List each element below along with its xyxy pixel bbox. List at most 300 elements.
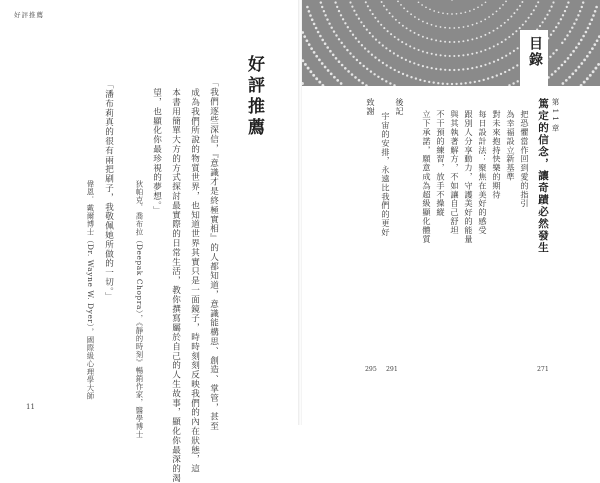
decorative-dot: [358, 79, 361, 82]
decorative-dot: [444, 55, 446, 57]
decorative-dot: [571, 73, 574, 76]
decorative-dot: [471, 53, 473, 55]
decorative-dot: [355, 14, 357, 16]
decorative-dot: [394, 36, 396, 38]
decorative-dot: [313, 51, 316, 54]
decorative-dot: [582, 1, 584, 3]
decorative-dot: [415, 77, 417, 79]
decorative-dot: [390, 33, 392, 35]
decorative-dot: [330, 73, 333, 76]
decorative-dot: [462, 54, 464, 56]
decorative-dot: [371, 54, 373, 56]
decorative-dot: [512, 33, 514, 35]
decorative-dot: [480, 21, 482, 23]
decorative-dot: [431, 53, 433, 55]
decorative-dot: [402, 73, 404, 75]
decorative-dot: [516, 64, 518, 66]
decorative-dot: [342, 18, 344, 20]
decorative-dot: [397, 39, 399, 41]
decorative-dot: [516, 9, 518, 11]
decorative-dot: [369, 9, 371, 11]
decorative-dot: [460, 12, 462, 14]
decorative-dot: [389, 50, 391, 52]
chapter-title: 篤定的信念，讓奇蹟必然發生: [537, 98, 549, 254]
decorative-dot: [589, 74, 592, 77]
decorative-dot: [431, 38, 433, 40]
decorative-dot: [500, 73, 502, 75]
decorative-dot: [592, 14, 595, 17]
decorative-dot: [349, 30, 351, 32]
decorative-dot: [433, 10, 435, 12]
decorative-dot: [422, 21, 424, 23]
decorative-dot: [381, 1, 383, 3]
decorative-dot: [462, 68, 464, 70]
decorative-dot: [476, 22, 478, 24]
quote-attribution: 偉恩．戴爾博士（Dr. Wayne W. Dyer），國際級心理學大師: [86, 180, 95, 400]
decorative-dot: [349, 52, 351, 54]
decorative-dot: [340, 42, 342, 44]
decorative-dot: [444, 69, 446, 71]
decorative-dot: [551, 73, 554, 76]
decorative-dot: [422, 50, 424, 52]
decorative-dot: [489, 47, 491, 49]
decorative-dot: [487, 77, 489, 79]
decorative-dot: [418, 49, 420, 51]
decorative-dot: [440, 68, 442, 70]
decorative-dot: [400, 4, 402, 6]
decorative-dot: [496, 74, 498, 76]
decorative-dot: [435, 54, 437, 56]
decorative-dot: [321, 6, 323, 8]
decorative-dot: [367, 5, 369, 7]
decorative-dot: [329, 50, 332, 53]
decorative-dot: [471, 67, 473, 69]
decorative-dot: [493, 61, 495, 63]
decorative-dot: [593, 43, 596, 46]
decorative-dot: [394, 69, 396, 71]
page-number: 11: [26, 403, 35, 411]
toc-page-number: 291: [386, 366, 398, 373]
decorative-dot: [497, 43, 499, 45]
decorative-dot: [410, 76, 412, 78]
toc-item-afterword-label: 後記: [395, 98, 405, 116]
decorative-dot: [366, 68, 368, 70]
decorative-dot: [472, 24, 474, 26]
decorative-dot: [356, 59, 358, 61]
decorative-dot: [336, 6, 338, 8]
toc-item: 與其執著解方，不如讓自己舒坦: [450, 110, 460, 235]
decorative-dot: [484, 49, 486, 51]
decorative-dot: [422, 36, 424, 38]
decorative-dot: [315, 27, 318, 30]
decorative-dot: [549, 10, 551, 12]
decorative-dot: [304, 63, 307, 66]
decorative-dot: [451, 13, 453, 15]
decorative-dot: [433, 81, 435, 83]
decorative-dot: [401, 41, 403, 43]
decorative-dot: [537, 1, 539, 3]
decorative-dot: [458, 41, 460, 43]
decorative-dot: [462, 40, 464, 42]
decorative-dot: [306, 6, 309, 9]
decorative-dot: [488, 16, 490, 18]
toc-title: 目錄: [527, 36, 543, 68]
decorative-dot: [512, 67, 514, 69]
decorative-dot: [442, 12, 444, 14]
decorative-dot: [552, 30, 554, 32]
decorative-dot: [458, 55, 460, 57]
decorative-dot: [335, 34, 337, 36]
decorative-dot: [507, 19, 509, 21]
decorative-dot: [493, 45, 495, 47]
decorative-dot: [493, 30, 495, 32]
decorative-dot: [387, 30, 389, 32]
decorative-dot: [374, 56, 376, 58]
chapter-label: 第11章: [551, 98, 560, 135]
decorative-dot: [569, 30, 571, 32]
decorative-dot: [353, 10, 355, 12]
decorative-dot: [383, 27, 385, 29]
decorative-dot: [575, 46, 578, 49]
decorative-dot: [410, 13, 412, 15]
decorative-dot: [449, 27, 451, 29]
decorative-dot: [310, 47, 313, 50]
decorative-dot: [516, 80, 518, 82]
quote-line: 「潘布莉真的很有兩把刷子，我敬佩她所做的一切。」: [103, 80, 114, 302]
decorative-dot: [484, 64, 486, 66]
decorative-dot: [471, 38, 473, 40]
decorative-dot: [456, 13, 458, 15]
toc-item: 每日設計法：聚焦在美好的感受: [478, 110, 488, 235]
toc-item: 不干預的練習，放手不操縱: [436, 110, 446, 217]
decorative-dot: [435, 68, 437, 70]
decorative-dot: [318, 81, 321, 84]
decorative-dot: [429, 8, 431, 10]
decorative-dot: [535, 5, 537, 7]
decorative-dot: [382, 62, 384, 64]
decorative-dot: [346, 49, 348, 51]
decorative-dot: [533, 9, 535, 11]
decorative-dot: [562, 14, 564, 16]
decorative-dot: [483, 79, 485, 81]
decorative-dot: [496, 27, 498, 29]
decorative-dot: [583, 81, 586, 84]
decorative-dot: [546, 14, 548, 16]
decorative-dot: [571, 26, 573, 28]
decorative-dot: [567, 1, 569, 3]
decorative-dot: [517, 47, 519, 49]
section-title: 好評推薦: [244, 55, 264, 139]
decorative-dot: [398, 71, 400, 73]
decorative-dot: [401, 57, 403, 59]
decorative-dot: [307, 67, 310, 70]
decorative-dot: [467, 39, 469, 41]
decorative-dot: [491, 76, 493, 78]
decorative-dot: [476, 52, 478, 54]
decorative-dot: [449, 41, 451, 43]
decorative-dot: [562, 82, 565, 85]
toc-page-number: 295: [365, 366, 377, 373]
decorative-dot: [513, 50, 515, 52]
decorative-dot: [386, 9, 388, 11]
decorative-dot: [359, 62, 361, 64]
decorative-dot: [403, 7, 405, 9]
decorative-dot: [451, 0, 453, 1]
decorative-dot: [578, 66, 581, 69]
decorative-dot: [315, 77, 318, 80]
decorative-dot: [440, 26, 442, 28]
decorative-dot: [444, 27, 446, 29]
decorative-dot: [321, 62, 324, 65]
decorative-dot: [338, 10, 340, 12]
decorative-dot: [586, 55, 589, 58]
decorative-dot: [326, 18, 328, 20]
decorative-dot: [361, 82, 364, 85]
decorative-dot: [431, 24, 433, 26]
decorative-dot: [425, 6, 427, 8]
decorative-dot: [449, 55, 451, 57]
decorative-dot: [591, 18, 594, 21]
decorative-dot: [484, 34, 486, 36]
decorative-dot: [586, 77, 589, 80]
decorative-dot: [560, 18, 562, 20]
decorative-dot: [591, 47, 594, 50]
decorative-dot: [302, 82, 304, 85]
decorative-dot: [508, 69, 510, 71]
decorative-dot: [580, 84, 583, 86]
decorative-dot: [489, 62, 491, 64]
decorative-dot: [414, 32, 416, 34]
quote-line: 本書用簡單大方的方式探討最實際的日常生活，教你撰寫屬於自己的人生故事，顯化你最深的渴: [170, 88, 181, 483]
decorative-dot: [398, 22, 400, 24]
decorative-dot: [449, 69, 451, 71]
decorative-dot: [309, 14, 312, 17]
decorative-dot: [335, 57, 338, 60]
decorative-dot: [317, 31, 320, 34]
decorative-dot: [417, 64, 419, 66]
decorative-dot: [573, 22, 575, 24]
decorative-dot: [437, 82, 439, 84]
decorative-dot: [551, 6, 553, 8]
decorative-dot: [580, 39, 583, 42]
decorative-dot: [332, 54, 335, 57]
decorative-dot: [366, 29, 368, 31]
decorative-dot: [515, 30, 517, 32]
decorative-dot: [596, 39, 599, 42]
decorative-dot: [575, 69, 578, 72]
decorative-dot: [407, 10, 409, 12]
decorative-dot: [378, 59, 380, 61]
decorative-dot: [453, 55, 455, 57]
quote-line: 「我們逐些深信，『意識才是終極實相』的人都知道，意識能構思、創造、掌管，甚至: [208, 78, 219, 431]
decorative-dot: [358, 18, 360, 20]
decorative-dot: [455, 83, 457, 85]
decorative-dot: [435, 25, 437, 27]
decorative-dot: [473, 8, 475, 10]
decorative-dot: [525, 20, 527, 22]
decorative-dot: [405, 43, 407, 45]
decorative-dot: [361, 44, 363, 46]
decorative-dot: [528, 17, 530, 19]
decorative-dot: [426, 22, 428, 24]
decorative-dot: [463, 26, 465, 28]
decorative-dot: [502, 4, 504, 6]
decorative-dot: [333, 76, 336, 79]
decorative-dot: [363, 25, 365, 27]
decorative-dot: [367, 50, 369, 52]
decorative-dot: [539, 25, 541, 27]
decorative-dot: [575, 18, 577, 20]
decorative-dot: [426, 52, 428, 54]
decorative-dot: [453, 27, 455, 29]
decorative-dot: [323, 10, 325, 12]
toc-item: 立下承諾，願意成為超級顯化體質: [422, 110, 432, 244]
decorative-dot: [385, 80, 387, 82]
decorative-dot: [397, 0, 399, 2]
decorative-dot: [557, 22, 559, 24]
decorative-dot: [340, 14, 342, 16]
toc-item: 對未來抱持快樂的期待: [492, 110, 502, 199]
decorative-dot: [378, 42, 380, 44]
decorative-dot: [365, 1, 367, 3]
decorative-dot: [428, 81, 430, 83]
decorative-dot: [497, 59, 499, 61]
decorative-dot: [480, 50, 482, 52]
decorative-dot: [426, 66, 428, 68]
decorative-dot: [501, 41, 503, 43]
decorative-dot: [344, 67, 347, 70]
decorative-dot: [510, 16, 512, 18]
decorative-dot: [327, 69, 330, 72]
decorative-dot: [320, 1, 322, 3]
decorative-dot: [338, 38, 340, 40]
decorative-dot: [374, 17, 376, 19]
decorative-dot: [370, 70, 372, 72]
decorative-dot: [377, 76, 379, 78]
decorative-dot: [484, 18, 486, 20]
decorative-dot: [409, 61, 411, 63]
decorative-dot: [324, 66, 327, 69]
decorative-dot: [505, 0, 507, 2]
toc-item: 為幸福設立新基準: [506, 110, 516, 182]
decorative-dot: [349, 1, 351, 3]
decorative-dot: [592, 70, 595, 73]
decorative-dot: [501, 57, 503, 59]
decorative-dot: [418, 18, 420, 20]
toc-page-number: 271: [537, 366, 549, 373]
decorative-dot: [580, 62, 583, 65]
decorative-dot: [440, 40, 442, 42]
decorative-dot: [489, 32, 491, 34]
decorative-dot: [564, 38, 566, 40]
decorative-dot: [477, 6, 479, 8]
decorative-dot: [421, 4, 423, 6]
decorative-dot: [554, 70, 557, 73]
decorative-dot: [530, 13, 532, 15]
decorative-dot: [447, 13, 449, 15]
decorative-dot: [453, 41, 455, 43]
decorative-dot: [552, 1, 554, 3]
decorative-dot: [595, 6, 598, 9]
decorative-dot: [496, 10, 498, 12]
decorative-dot: [340, 82, 343, 85]
decorative-dot: [318, 59, 321, 62]
decorative-dot: [438, 11, 440, 13]
decorative-dot: [393, 52, 395, 54]
decorative-dot: [324, 14, 326, 16]
decorative-dot: [383, 5, 385, 7]
toc-item-acknowledgments: 致謝: [366, 98, 376, 116]
decorative-dot: [504, 22, 506, 24]
decorative-dot: [319, 35, 322, 38]
decorative-dot: [544, 18, 546, 20]
decorative-dot: [581, 6, 583, 8]
decorative-dot: [476, 37, 478, 39]
decorative-dot: [313, 23, 316, 26]
decorative-dot: [419, 79, 421, 81]
decorative-dot: [414, 16, 416, 18]
decorative-dot: [413, 62, 415, 64]
decorative-dot: [389, 12, 391, 14]
decorative-dot: [312, 74, 315, 77]
decorative-dot: [389, 82, 391, 84]
decorative-dot: [512, 82, 514, 84]
decorative-dot: [390, 67, 392, 69]
decorative-dot: [351, 6, 353, 8]
decorative-dot: [352, 56, 354, 58]
decorative-dot: [402, 25, 404, 27]
decorative-dot: [422, 65, 424, 67]
decorative-dot: [385, 47, 387, 49]
decorative-dot: [522, 24, 524, 26]
decorative-dot: [480, 36, 482, 38]
decorative-dot: [492, 13, 494, 15]
decorative-dot: [341, 64, 344, 67]
decorative-dot: [519, 5, 521, 7]
running-header: 好評推薦: [14, 11, 44, 19]
decorative-dot: [343, 45, 345, 47]
decorative-dot: [442, 83, 444, 85]
decorative-dot: [566, 6, 568, 8]
decorative-dot: [451, 83, 453, 85]
decorative-dot: [585, 31, 588, 34]
decorative-dot: [561, 64, 564, 67]
decorative-dot: [365, 84, 368, 86]
decorative-dot: [500, 25, 502, 27]
decorative-dot: [381, 78, 383, 80]
decorative-dot: [364, 47, 366, 49]
decorative-dot: [360, 21, 362, 23]
decorative-dot: [347, 70, 350, 73]
decorative-dot: [508, 84, 510, 86]
decorative-dot: [302, 59, 304, 62]
decorative-dot: [478, 80, 480, 82]
decorative-dot: [302, 31, 304, 34]
quote-line: 望，也顯化你最珍視的夢想。」: [151, 88, 162, 216]
decorative-dot: [393, 84, 395, 86]
decorative-dot: [418, 1, 420, 3]
decorative-dot: [406, 27, 408, 29]
decorative-dot: [308, 43, 311, 46]
decorative-dot: [542, 21, 544, 23]
decorative-dot: [344, 22, 346, 24]
decorative-dot: [336, 79, 339, 82]
decorative-dot: [458, 27, 460, 29]
decorative-dot: [372, 35, 374, 37]
decorative-dot: [582, 35, 585, 38]
decorative-dot: [444, 41, 446, 43]
decorative-dot: [572, 50, 575, 53]
